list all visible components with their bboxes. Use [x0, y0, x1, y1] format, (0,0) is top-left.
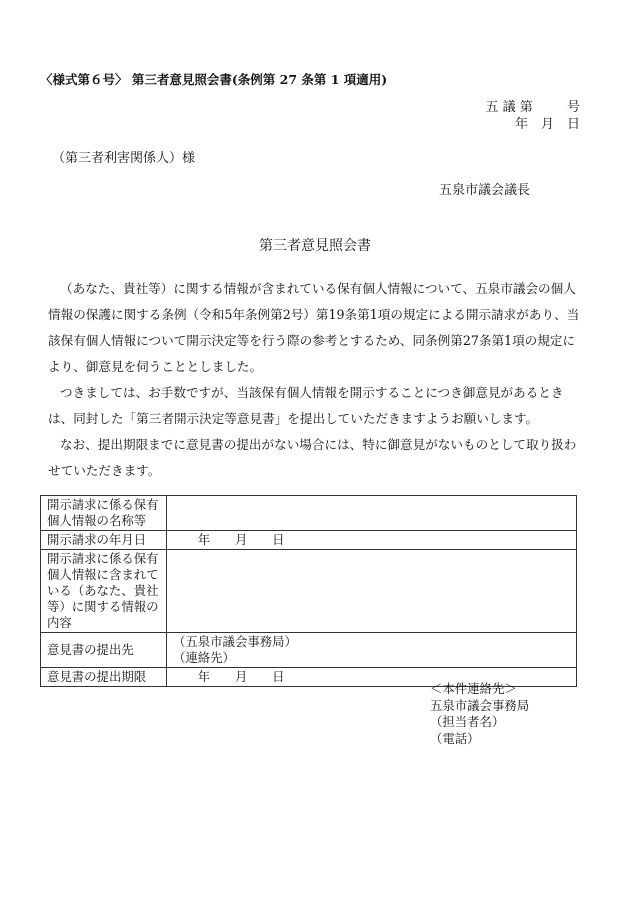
row-label: 開示請求に係る保有個人情報に含まれている（あなた、貴社等）に関する情報の内容 — [41, 550, 167, 633]
contact-block — [430, 681, 529, 747]
issue-date: 年 月 日 — [514, 117, 580, 132]
contact-office: 五泉市議会事務局 — [430, 697, 530, 713]
row-label: 意見書の提出期限 — [41, 668, 167, 687]
document-number: 五 議 第 号 — [485, 100, 580, 115]
contact-heading: ＜本件連絡先＞ — [430, 681, 517, 696]
request-info-table — [40, 495, 577, 687]
sender: 五泉市議会議長 — [438, 183, 530, 198]
row-label: 意見書の提出先 — [41, 633, 167, 668]
body-paragraph-1: （あなた、貴社等）に関する情報が含まれている保有個人情報について、五泉市議会の個人情報の保護に関する条例（令和5年条例第2号）第19条第1項の規定による開示請求があり、当該保有個人情報について開示決定等を行う際の参考とするため、同条例第27条第1項の規定により、御意見を伺うこととしました。 — [48, 281, 580, 374]
row-value: 年 月 日 — [167, 531, 577, 550]
row-value — [167, 550, 577, 633]
contact-person: （担当者名） — [430, 714, 505, 729]
document-title: 第三者意見照会書 — [259, 238, 371, 254]
row-label: 開示請求の年月日 — [41, 531, 167, 550]
table-row — [41, 550, 577, 633]
table-row — [41, 633, 577, 668]
contact-phone: （電話） — [430, 730, 480, 746]
table-row — [41, 531, 577, 550]
body-paragraph-3: なお、提出期限までに意見書の提出がない場合には、特に御意見がないものとして取り扱わせていただきます。 — [48, 437, 577, 478]
submission-contact: （連絡先） — [173, 650, 235, 665]
row-value: 年 月 日 — [167, 668, 577, 687]
submission-office: （五泉市議会事務局） — [173, 634, 297, 649]
body-paragraph-2: つきましては、お手数ですが、当該保有個人情報を開示することにつき御意見があるときは、同封した「第三者開示決定等意見書」を提出していただきますようお願いします。 — [48, 385, 564, 426]
addressee: （第三者利害関係人）様 — [52, 151, 196, 166]
table-row — [41, 496, 577, 531]
row-value — [167, 496, 577, 531]
row-value — [167, 633, 577, 668]
row-label: 開示請求に係る保有個人情報の名称等 — [41, 496, 167, 531]
form-number-header: 〈様式第６号〉 第三者意見照会書(条例第 27 条第 1 項適用) — [40, 72, 388, 87]
